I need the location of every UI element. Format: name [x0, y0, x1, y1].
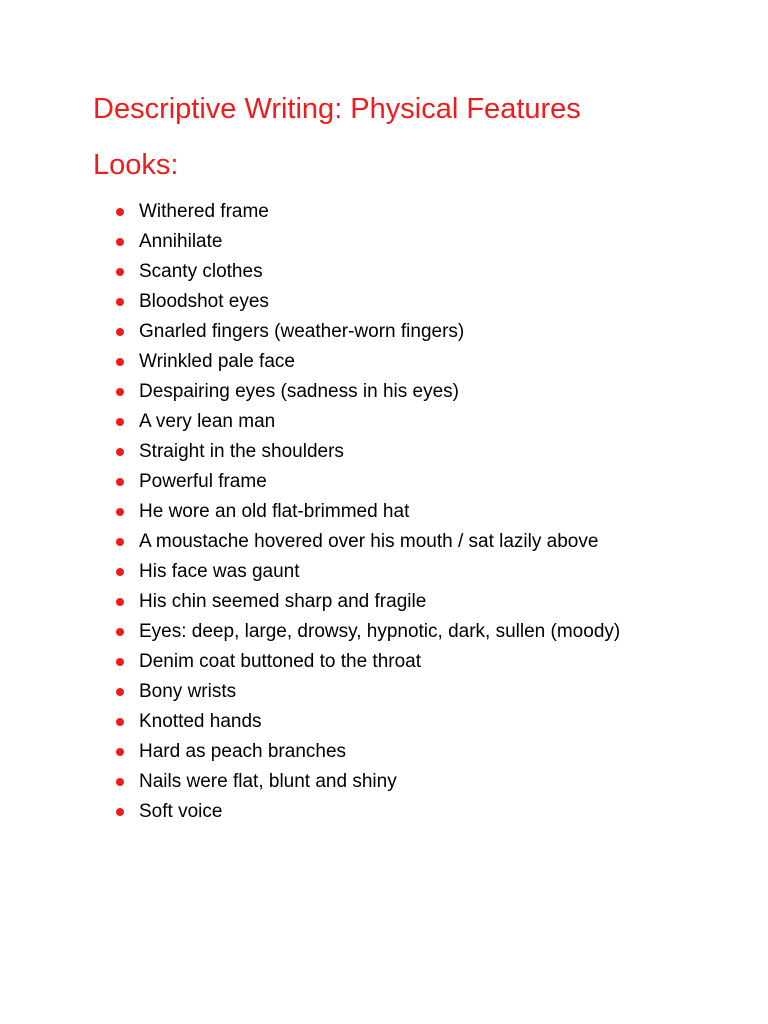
- list-item-text: A moustache hovered over his mouth / sat lazily above: [139, 531, 599, 552]
- list-item: [113, 317, 713, 347]
- page-title: Descriptive Writing: Physical Features: [93, 93, 581, 125]
- list-item: [113, 677, 713, 707]
- list-item: [113, 617, 713, 647]
- list-item: [113, 647, 713, 677]
- list-item-text: His face was gaunt: [139, 561, 300, 582]
- list-item-text: Denim coat buttoned to the throat: [139, 651, 422, 672]
- list-item-text: A very lean man: [139, 411, 276, 432]
- section-heading-looks: Looks:: [93, 149, 179, 181]
- list-item: [113, 437, 713, 467]
- list-item-text: Bony wrists: [139, 681, 237, 702]
- bullet-icon: [116, 418, 124, 426]
- list-item-text: Powerful frame: [139, 471, 267, 492]
- list-item-text: Annihilate: [139, 231, 223, 252]
- list-item: [113, 197, 713, 227]
- list-item-text: Soft voice: [139, 801, 223, 822]
- list-item: [113, 557, 713, 587]
- list-item-text: Gnarled fingers (weather-worn fingers): [139, 321, 465, 342]
- bullet-icon: [116, 238, 124, 246]
- list-item-text: He wore an old flat-brimmed hat: [139, 501, 410, 522]
- list-item-text: Hard as peach branches: [139, 741, 347, 762]
- bullet-icon: [116, 688, 124, 696]
- list-item-text: Bloodshot eyes: [139, 291, 269, 312]
- bullet-icon: [116, 268, 124, 276]
- list-item-text: His chin seemed sharp and fragile: [139, 591, 427, 612]
- bullet-icon: [116, 358, 124, 366]
- bullet-icon: [116, 808, 124, 816]
- list-item: [113, 347, 713, 377]
- list-item: [113, 257, 713, 287]
- physical-features-list: [113, 197, 713, 827]
- list-item-text: Wrinkled pale face: [139, 351, 295, 372]
- bullet-icon: [116, 298, 124, 306]
- list-item: [113, 587, 713, 617]
- list-item: [113, 707, 713, 737]
- bullet-icon: [116, 538, 124, 546]
- list-item-text: Eyes: deep, large, drowsy, hypnotic, dark, sullen (moody): [139, 621, 621, 642]
- list-item: [113, 767, 713, 797]
- bullet-icon: [116, 448, 124, 456]
- list-item: [113, 497, 713, 527]
- list-item-text: Nails were flat, blunt and shiny: [139, 771, 397, 792]
- list-item: [113, 407, 713, 437]
- bullet-icon: [116, 658, 124, 666]
- list-item: [113, 287, 713, 317]
- bullet-icon: [116, 778, 124, 786]
- list-item: [113, 227, 713, 257]
- list-item-text: Knotted hands: [139, 711, 262, 732]
- bullet-icon: [116, 598, 124, 606]
- list-item-text: Scanty clothes: [139, 261, 263, 282]
- list-item-text: Despairing eyes (sadness in his eyes): [139, 381, 459, 402]
- list-item: [113, 797, 713, 827]
- bullet-icon: [116, 628, 124, 636]
- list-item-text: Straight in the shoulders: [139, 441, 344, 462]
- bullet-icon: [116, 208, 124, 216]
- list-item: [113, 527, 713, 557]
- bullet-icon: [116, 508, 124, 516]
- bullet-icon: [116, 328, 124, 336]
- list-item: [113, 377, 713, 407]
- list-item: [113, 737, 713, 767]
- bullet-icon: [116, 748, 124, 756]
- bullet-icon: [116, 568, 124, 576]
- list-item-text: Withered frame: [139, 201, 269, 222]
- bullet-icon: [116, 388, 124, 396]
- bullet-icon: [116, 478, 124, 486]
- list-item: [113, 467, 713, 497]
- bullet-icon: [116, 718, 124, 726]
